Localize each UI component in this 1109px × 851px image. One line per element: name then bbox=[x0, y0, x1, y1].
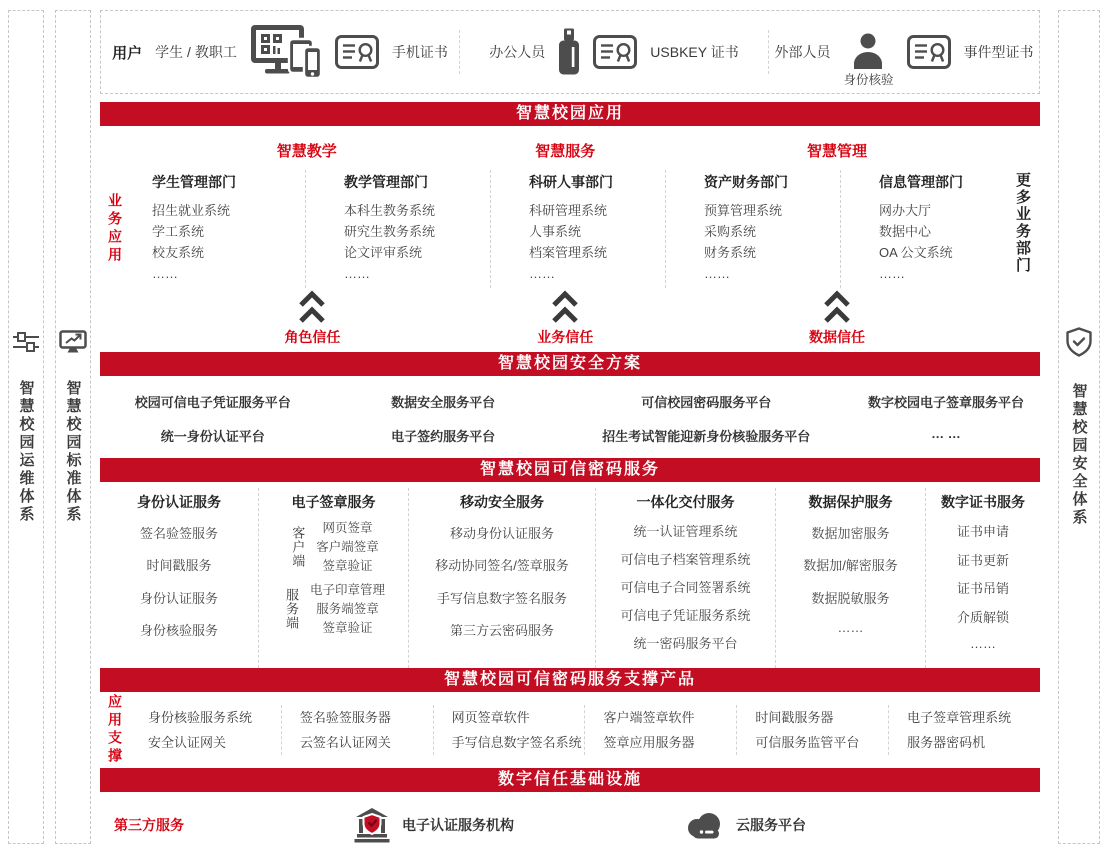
standards-system-label: 智慧校园标准体系 bbox=[64, 380, 82, 524]
trust-data-label: 数据信任 bbox=[808, 329, 865, 345]
dept-item: 数据中心 bbox=[879, 224, 932, 239]
svc-item: 身份核验服务 bbox=[139, 623, 218, 639]
svc-item: 客户端签章 bbox=[316, 540, 379, 554]
support-col-3 bbox=[433, 705, 585, 755]
third-party-label: 第三方服务 bbox=[114, 817, 184, 833]
svc-eseal bbox=[258, 488, 408, 668]
category-smart-management: 智慧管理 bbox=[806, 143, 867, 160]
trust-business bbox=[537, 290, 593, 347]
svc-item: 可信电子档案管理系统 bbox=[620, 551, 751, 567]
external-people-label: 外部人员 bbox=[774, 44, 831, 60]
dept-item-ellipsis: …… bbox=[152, 266, 178, 281]
more-departments-label: 更多业务部门 bbox=[1014, 172, 1031, 274]
svc-item: 证书吊销 bbox=[956, 581, 1009, 597]
svc-item: 时间戳服务 bbox=[146, 558, 212, 574]
svc-item: 网页签章 bbox=[322, 521, 373, 535]
svc-item: 手写信息数字签名服务 bbox=[436, 590, 567, 606]
users-label: 用户 bbox=[112, 44, 143, 62]
business-apps-side-label-wrap bbox=[100, 170, 130, 288]
dept-teaching-management bbox=[305, 170, 490, 288]
svc-item: 电子印章管理 bbox=[309, 583, 385, 597]
main-diagram-column bbox=[100, 10, 1040, 850]
svc-title: 电子签章服务 bbox=[291, 494, 376, 510]
dept-item: 财务系统 bbox=[704, 245, 757, 260]
identity-verify-label: 身份核验 bbox=[843, 72, 894, 87]
sidebar-standards-system bbox=[55, 10, 91, 844]
dept-item-ellipsis: …… bbox=[704, 266, 730, 281]
dept-item-ellipsis: …… bbox=[879, 266, 905, 281]
monitor-chart-icon bbox=[59, 330, 87, 354]
sidebar-security-system bbox=[1058, 10, 1100, 844]
support-item: 安全认证网关 bbox=[148, 735, 227, 750]
devices-qr-icon bbox=[250, 24, 322, 80]
plan-platform: 统一身份认证平台 bbox=[160, 429, 265, 444]
dept-item: 校友系统 bbox=[152, 245, 205, 260]
svc-item: 统一认证管理系统 bbox=[633, 523, 738, 539]
students-faculty-label: 学生 / 教职工 bbox=[155, 44, 237, 60]
support-products-row bbox=[100, 694, 1040, 766]
dept-student-management bbox=[130, 170, 305, 288]
svc-item: 移动协同签名/签章服务 bbox=[435, 558, 569, 574]
category-smart-teaching: 智慧教学 bbox=[276, 143, 337, 160]
svc-item: 数据加/解密服务 bbox=[803, 558, 898, 574]
eseal-client-group bbox=[259, 520, 408, 574]
svc-item: 统一密码服务平台 bbox=[633, 635, 738, 651]
dept-item: 网办大厅 bbox=[879, 203, 932, 218]
support-item: 签章应用服务器 bbox=[603, 735, 695, 750]
svc-item-ellipsis: …… bbox=[837, 620, 864, 636]
dept-item: 论文评审系统 bbox=[344, 245, 423, 260]
banner-campus-apps: 智慧校园应用 bbox=[100, 102, 1040, 126]
dept-item: 科研管理系统 bbox=[529, 203, 608, 218]
svc-title: 移动安全服务 bbox=[460, 494, 544, 510]
dept-information-management bbox=[840, 170, 1005, 288]
crypto-services-section bbox=[100, 482, 1040, 668]
bank-shield-icon bbox=[354, 807, 390, 843]
dept-item-ellipsis: …… bbox=[529, 266, 555, 281]
svc-item: 数据加密服务 bbox=[811, 525, 890, 541]
trust-business-label: 业务信任 bbox=[537, 329, 594, 345]
dept-item: 本科生教务系统 bbox=[344, 203, 436, 218]
dept-title: 科研人事部门 bbox=[529, 174, 613, 190]
certificate-icon bbox=[335, 35, 379, 69]
svc-item: 证书申请 bbox=[956, 523, 1009, 539]
plan-platform: 数据安全服务平台 bbox=[391, 395, 496, 410]
ca-org-label: 电子认证服务机构 bbox=[402, 817, 514, 833]
dept-research-hr bbox=[490, 170, 665, 288]
svc-title: 身份认证服务 bbox=[137, 494, 221, 510]
svc-item: 数据脱敏服务 bbox=[811, 590, 890, 606]
support-col-5 bbox=[736, 705, 888, 755]
support-item: 电子签章管理系统 bbox=[907, 710, 1012, 725]
banner-infrastructure: 数字信任基础设施 bbox=[100, 768, 1040, 792]
dept-item: 采购系统 bbox=[704, 224, 757, 239]
dept-assets-finance bbox=[665, 170, 840, 288]
users-row bbox=[100, 10, 1040, 94]
svc-mobile-security bbox=[408, 488, 595, 668]
support-col-1 bbox=[130, 705, 281, 755]
trust-role bbox=[284, 290, 340, 347]
third-party-ca bbox=[354, 807, 514, 843]
svc-title: 数据保护服务 bbox=[808, 494, 893, 510]
svc-data-protection bbox=[775, 488, 925, 668]
banner-crypto-services: 智慧校园可信密码服务 bbox=[100, 458, 1040, 482]
ops-system-label: 智慧校园运维体系 bbox=[17, 380, 35, 524]
user-group-office bbox=[460, 11, 768, 93]
plan-platform: 可信校园密码服务平台 bbox=[641, 395, 772, 410]
plan-row-1 bbox=[100, 392, 1040, 411]
banner-security-plan: 智慧校园安全方案 bbox=[100, 352, 1040, 376]
eseal-client-label: 客户端 bbox=[290, 526, 306, 568]
trust-role-label: 角色信任 bbox=[284, 329, 341, 345]
svc-item: 身份认证服务 bbox=[139, 590, 218, 606]
category-row bbox=[100, 126, 1040, 170]
svc-item: 可信电子合同签署系统 bbox=[620, 579, 751, 595]
svc-item: 服务端签章 bbox=[316, 602, 379, 616]
dept-item: 研究生教务系统 bbox=[344, 224, 436, 239]
support-item: 云签名认证网关 bbox=[299, 735, 391, 750]
dept-item: 学工系统 bbox=[152, 224, 205, 239]
sidebar-ops-system bbox=[8, 10, 44, 844]
user-group-students bbox=[101, 11, 459, 93]
support-item: 服务器密码机 bbox=[907, 735, 986, 750]
double-chevron-up-icon bbox=[297, 290, 327, 324]
business-apps-side-label: 业务应用 bbox=[107, 193, 123, 265]
plan-platform: 电子签约服务平台 bbox=[391, 429, 496, 444]
security-plan-section bbox=[100, 376, 1040, 458]
usbkey-icon bbox=[558, 28, 580, 76]
support-item: 客户端签章软件 bbox=[603, 710, 695, 725]
plan-platform: 招生考试智能迎新身份核验服务平台 bbox=[602, 429, 811, 444]
third-party-cloud bbox=[684, 812, 806, 839]
svc-item: 移动身份认证服务 bbox=[449, 525, 554, 541]
trust-arrows-row bbox=[100, 288, 1040, 352]
support-item: 身份核验服务系统 bbox=[148, 710, 253, 725]
double-chevron-up-icon bbox=[822, 290, 852, 324]
support-col-6 bbox=[888, 705, 1040, 755]
svc-item: 介质解锁 bbox=[956, 610, 1009, 626]
plan-platform: 校园可信电子凭证服务平台 bbox=[134, 395, 291, 410]
dept-item: 档案管理系统 bbox=[529, 245, 608, 260]
plan-platform: 数字校园电子签章服务平台 bbox=[867, 395, 1024, 410]
svc-title: 一体化交付服务 bbox=[636, 494, 735, 510]
third-party-row bbox=[100, 800, 1040, 850]
banner-support-products: 智慧校园可信密码服务支撑产品 bbox=[100, 668, 1040, 692]
dept-item: OA 公文系统 bbox=[879, 245, 953, 260]
support-col-2 bbox=[281, 705, 433, 755]
dept-title: 资产财务部门 bbox=[704, 174, 788, 190]
support-item: 网页签章软件 bbox=[451, 710, 530, 725]
support-col-4 bbox=[584, 705, 736, 755]
shield-check-icon bbox=[1066, 327, 1092, 357]
cloud-platform-label: 云服务平台 bbox=[736, 817, 806, 833]
certificate-icon bbox=[907, 35, 951, 69]
usbkey-cert-label: USBKEY 证书 bbox=[650, 44, 739, 60]
office-staff-label: 办公人员 bbox=[489, 44, 546, 60]
eseal-server-label: 服务端 bbox=[283, 588, 299, 630]
dept-item: 招生就业系统 bbox=[152, 203, 231, 218]
dept-item-ellipsis: …… bbox=[344, 266, 370, 281]
user-group-external bbox=[769, 11, 1039, 93]
support-side-label-wrap bbox=[100, 694, 130, 766]
double-chevron-up-icon bbox=[550, 290, 580, 324]
svc-item: 证书更新 bbox=[956, 552, 1009, 568]
svc-item: 签章验证 bbox=[322, 621, 373, 635]
category-smart-services: 智慧服务 bbox=[535, 143, 596, 160]
plan-platform-ellipsis: … … bbox=[931, 426, 961, 441]
business-apps-row bbox=[100, 170, 1040, 288]
svc-item: 签章验证 bbox=[322, 559, 373, 573]
trust-data bbox=[809, 290, 865, 347]
plan-row-2 bbox=[100, 426, 1040, 445]
dept-item: 预算管理系统 bbox=[704, 203, 783, 218]
support-item: 手写信息数字签名系统 bbox=[451, 735, 582, 750]
support-item: 可信服务监管平台 bbox=[755, 735, 860, 750]
svc-title: 数字证书服务 bbox=[941, 494, 1025, 510]
dept-title: 信息管理部门 bbox=[879, 174, 963, 190]
cloud-icon bbox=[684, 812, 724, 839]
certificate-icon bbox=[593, 35, 637, 69]
svc-item: 可信电子凭证服务系统 bbox=[620, 607, 751, 623]
security-system-label: 智慧校园安全体系 bbox=[1070, 383, 1088, 527]
svc-item: 签名验签服务 bbox=[139, 525, 218, 541]
svc-integrated-delivery bbox=[595, 488, 775, 668]
identity-verify-block bbox=[843, 33, 893, 88]
svc-digital-certificate bbox=[925, 488, 1040, 668]
svc-item: 第三方云密码服务 bbox=[449, 623, 554, 639]
support-side-label: 应用支撑 bbox=[107, 694, 123, 766]
sliders-icon bbox=[12, 330, 40, 354]
more-departments-wrap bbox=[1005, 170, 1040, 288]
dept-title: 学生管理部门 bbox=[152, 174, 236, 190]
dept-title: 教学管理部门 bbox=[344, 174, 428, 190]
support-item: 时间戳服务器 bbox=[755, 710, 834, 725]
support-item: 签名验签服务器 bbox=[299, 710, 391, 725]
dept-item: 人事系统 bbox=[529, 224, 582, 239]
eseal-server-group bbox=[259, 582, 408, 636]
svc-identity-auth bbox=[100, 488, 258, 668]
svc-item-ellipsis: …… bbox=[970, 636, 996, 652]
mobile-cert-label: 手机证书 bbox=[391, 44, 448, 60]
event-cert-label: 事件型证书 bbox=[963, 44, 1034, 60]
person-icon bbox=[850, 33, 886, 69]
